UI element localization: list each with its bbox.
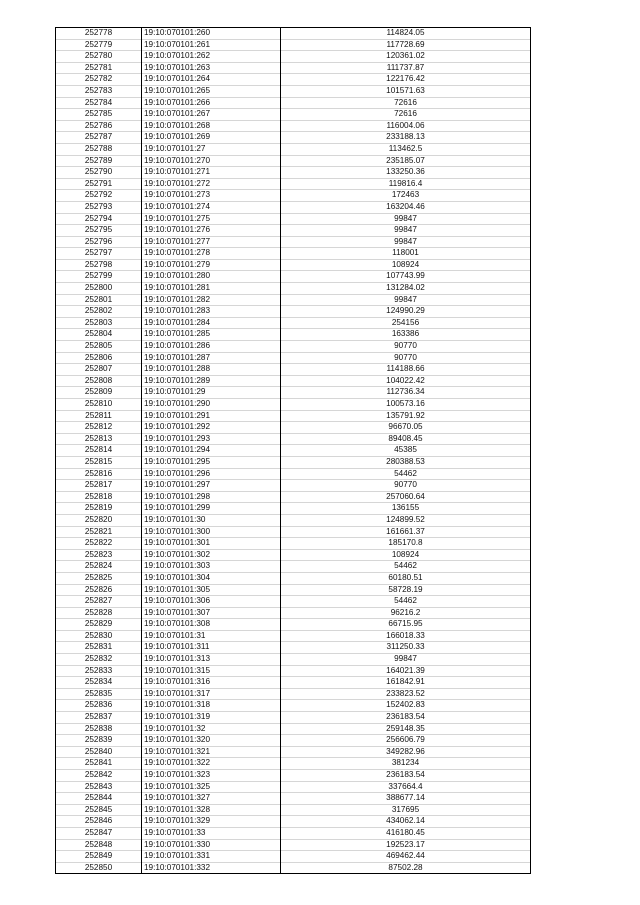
- cadastral-number-cell: 19:10:070101:272: [142, 178, 281, 190]
- table-row: [56, 514, 531, 526]
- value-cell: 172463: [281, 190, 531, 202]
- row-number-cell: 252784: [56, 97, 142, 109]
- cadastral-number-cell: 19:10:070101:320: [142, 735, 281, 747]
- value-cell: 114824.05: [281, 28, 531, 40]
- value-cell: 166018.33: [281, 630, 531, 642]
- cadastral-number-cell: 19:10:070101:269: [142, 132, 281, 144]
- table-row: [56, 816, 531, 828]
- table-row: [56, 596, 531, 608]
- value-cell: 135791.92: [281, 410, 531, 422]
- value-cell: 161842.91: [281, 677, 531, 689]
- table-row: [56, 654, 531, 666]
- table-row: [56, 758, 531, 770]
- cadastral-number-cell: 19:10:070101:289: [142, 375, 281, 387]
- row-number-cell: 252825: [56, 572, 142, 584]
- value-cell: 99847: [281, 236, 531, 248]
- row-number-cell: 252826: [56, 584, 142, 596]
- row-number-cell: 252828: [56, 607, 142, 619]
- row-number-cell: 252840: [56, 746, 142, 758]
- table-row: [56, 143, 531, 155]
- cadastral-number-cell: 19:10:070101:33: [142, 827, 281, 839]
- table-row: [56, 109, 531, 121]
- value-cell: 99847: [281, 294, 531, 306]
- table-row: [56, 607, 531, 619]
- row-number-cell: 252797: [56, 248, 142, 260]
- row-number-cell: 252845: [56, 804, 142, 816]
- value-cell: 185170.8: [281, 538, 531, 550]
- row-number-cell: 252833: [56, 665, 142, 677]
- value-cell: 112736.34: [281, 387, 531, 399]
- table-row: [56, 364, 531, 376]
- table-row: [56, 735, 531, 747]
- table-row: [56, 51, 531, 63]
- table-row: [56, 259, 531, 271]
- cadastral-number-cell: 19:10:070101:332: [142, 862, 281, 874]
- row-number-cell: 252789: [56, 155, 142, 167]
- cadastral-number-cell: 19:10:070101:279: [142, 259, 281, 271]
- row-number-cell: 252844: [56, 793, 142, 805]
- cadastral-number-cell: 19:10:070101:284: [142, 317, 281, 329]
- cadastral-number-cell: 19:10:070101:293: [142, 433, 281, 445]
- row-number-cell: 252798: [56, 259, 142, 271]
- row-number-cell: 252848: [56, 839, 142, 851]
- row-number-cell: 252802: [56, 306, 142, 318]
- row-number-cell: 252829: [56, 619, 142, 631]
- value-cell: 99847: [281, 213, 531, 225]
- table-row: [56, 572, 531, 584]
- table-row: [56, 793, 531, 805]
- value-cell: 337664.4: [281, 781, 531, 793]
- row-number-cell: 252782: [56, 74, 142, 86]
- table-row: [56, 804, 531, 816]
- cadastral-number-cell: 19:10:070101:282: [142, 294, 281, 306]
- row-number-cell: 252786: [56, 120, 142, 132]
- row-number-cell: 252820: [56, 514, 142, 526]
- table-row: [56, 827, 531, 839]
- row-number-cell: 252801: [56, 294, 142, 306]
- value-cell: 133250.36: [281, 167, 531, 179]
- row-number-cell: 252847: [56, 827, 142, 839]
- table-row: [56, 468, 531, 480]
- value-cell: 66715.95: [281, 619, 531, 631]
- cadastral-number-cell: 19:10:070101:275: [142, 213, 281, 225]
- cadastral-number-cell: 19:10:070101:313: [142, 654, 281, 666]
- value-cell: 60180.51: [281, 572, 531, 584]
- table-row: [56, 341, 531, 353]
- row-number-cell: 252823: [56, 549, 142, 561]
- row-number-cell: 252815: [56, 456, 142, 468]
- value-cell: 236183.54: [281, 770, 531, 782]
- value-cell: 101571.63: [281, 85, 531, 97]
- table-row: [56, 700, 531, 712]
- table-row: [56, 352, 531, 364]
- cadastral-number-cell: 19:10:070101:298: [142, 491, 281, 503]
- cadastral-number-cell: 19:10:070101:307: [142, 607, 281, 619]
- cadastral-number-cell: 19:10:070101:322: [142, 758, 281, 770]
- row-number-cell: 252819: [56, 503, 142, 515]
- row-number-cell: 252780: [56, 51, 142, 63]
- table-row: [56, 317, 531, 329]
- table-row: [56, 584, 531, 596]
- cadastral-number-cell: 19:10:070101:283: [142, 306, 281, 318]
- cadastral-number-cell: 19:10:070101:29: [142, 387, 281, 399]
- cadastral-number-cell: 19:10:070101:323: [142, 770, 281, 782]
- table-row: [56, 283, 531, 295]
- table-row: [56, 39, 531, 51]
- value-cell: 163204.46: [281, 201, 531, 213]
- row-number-cell: 252796: [56, 236, 142, 248]
- row-number-cell: 252835: [56, 688, 142, 700]
- table-row: [56, 294, 531, 306]
- table-row: [56, 178, 531, 190]
- row-number-cell: 252822: [56, 538, 142, 550]
- cadastral-number-cell: 19:10:070101:304: [142, 572, 281, 584]
- cadastral-number-cell: 19:10:070101:301: [142, 538, 281, 550]
- row-number-cell: 252793: [56, 201, 142, 213]
- cadastral-number-cell: 19:10:070101:325: [142, 781, 281, 793]
- cadastral-number-cell: 19:10:070101:271: [142, 167, 281, 179]
- row-number-cell: 252787: [56, 132, 142, 144]
- value-cell: 235185.07: [281, 155, 531, 167]
- table-row: [56, 445, 531, 457]
- cadastral-number-cell: 19:10:070101:311: [142, 642, 281, 654]
- cadastral-number-cell: 19:10:070101:274: [142, 201, 281, 213]
- cadastral-number-cell: 19:10:070101:31: [142, 630, 281, 642]
- table-row: [56, 781, 531, 793]
- cadastral-number-cell: 19:10:070101:319: [142, 712, 281, 724]
- table-row: [56, 538, 531, 550]
- row-number-cell: 252837: [56, 712, 142, 724]
- value-cell: 54462: [281, 596, 531, 608]
- value-cell: 120361.02: [281, 51, 531, 63]
- value-cell: 124990.29: [281, 306, 531, 318]
- table-row: [56, 410, 531, 422]
- cadastral-number-cell: 19:10:070101:297: [142, 480, 281, 492]
- value-cell: 90770: [281, 480, 531, 492]
- table-row: [56, 236, 531, 248]
- cadastral-number-cell: 19:10:070101:302: [142, 549, 281, 561]
- table-row: [56, 480, 531, 492]
- table-row: [56, 399, 531, 411]
- table-row: [56, 155, 531, 167]
- cadastral-number-cell: 19:10:070101:308: [142, 619, 281, 631]
- value-cell: 107743.99: [281, 271, 531, 283]
- cadastral-number-cell: 19:10:070101:262: [142, 51, 281, 63]
- cadastral-number-cell: 19:10:070101:287: [142, 352, 281, 364]
- value-cell: 233823.52: [281, 688, 531, 700]
- row-number-cell: 252806: [56, 352, 142, 364]
- table-row: [56, 28, 531, 40]
- table-row: [56, 561, 531, 573]
- row-number-cell: 252778: [56, 28, 142, 40]
- cadastral-number-cell: 19:10:070101:291: [142, 410, 281, 422]
- cadastral-number-cell: 19:10:070101:266: [142, 97, 281, 109]
- table-row: [56, 630, 531, 642]
- value-cell: 164021.39: [281, 665, 531, 677]
- value-cell: 233188.13: [281, 132, 531, 144]
- value-cell: 96670.05: [281, 422, 531, 434]
- table-row: [56, 62, 531, 74]
- cadastral-number-cell: 19:10:070101:327: [142, 793, 281, 805]
- row-number-cell: 252827: [56, 596, 142, 608]
- cadastral-number-cell: 19:10:070101:306: [142, 596, 281, 608]
- table-row: [56, 770, 531, 782]
- table-row: [56, 271, 531, 283]
- value-cell: 280388.53: [281, 456, 531, 468]
- table-row: [56, 167, 531, 179]
- value-cell: 119816.4: [281, 178, 531, 190]
- row-number-cell: 252843: [56, 781, 142, 793]
- row-number-cell: 252821: [56, 526, 142, 538]
- value-cell: 108924: [281, 549, 531, 561]
- table-row: [56, 619, 531, 631]
- row-number-cell: 252816: [56, 468, 142, 480]
- table-row: [56, 201, 531, 213]
- table-row: [56, 677, 531, 689]
- cadastral-number-cell: 19:10:070101:280: [142, 271, 281, 283]
- row-number-cell: 252808: [56, 375, 142, 387]
- value-cell: 116004.06: [281, 120, 531, 132]
- value-cell: 96216.2: [281, 607, 531, 619]
- value-cell: 381234: [281, 758, 531, 770]
- value-cell: 45385: [281, 445, 531, 457]
- table-row: [56, 85, 531, 97]
- row-number-cell: 252792: [56, 190, 142, 202]
- row-number-cell: 252850: [56, 862, 142, 874]
- row-number-cell: 252846: [56, 816, 142, 828]
- cadastral-number-cell: 19:10:070101:290: [142, 399, 281, 411]
- table-row: [56, 862, 531, 874]
- table-row: [56, 120, 531, 132]
- table-row: [56, 422, 531, 434]
- row-number-cell: 252795: [56, 225, 142, 237]
- value-cell: 317695: [281, 804, 531, 816]
- cadastral-number-cell: 19:10:070101:316: [142, 677, 281, 689]
- table-row: [56, 306, 531, 318]
- table-row: [56, 225, 531, 237]
- table-row: [56, 839, 531, 851]
- row-number-cell: 252811: [56, 410, 142, 422]
- table-row: [56, 503, 531, 515]
- row-number-cell: 252800: [56, 283, 142, 295]
- cadastral-number-cell: 19:10:070101:273: [142, 190, 281, 202]
- value-cell: 100573.16: [281, 399, 531, 411]
- row-number-cell: 252788: [56, 143, 142, 155]
- value-cell: 122176.42: [281, 74, 531, 86]
- table-row: [56, 723, 531, 735]
- table-row: [56, 526, 531, 538]
- value-cell: 104022.42: [281, 375, 531, 387]
- value-cell: 54462: [281, 468, 531, 480]
- value-cell: 111737.87: [281, 62, 531, 74]
- table-row: [56, 190, 531, 202]
- cadastral-number-cell: 19:10:070101:261: [142, 39, 281, 51]
- value-cell: 72616: [281, 109, 531, 121]
- cadastral-value-table: [55, 27, 531, 874]
- cadastral-number-cell: 19:10:070101:278: [142, 248, 281, 260]
- cadastral-number-cell: 19:10:070101:292: [142, 422, 281, 434]
- cadastral-number-cell: 19:10:070101:317: [142, 688, 281, 700]
- value-cell: 469462.44: [281, 851, 531, 863]
- row-number-cell: 252841: [56, 758, 142, 770]
- row-number-cell: 252805: [56, 341, 142, 353]
- value-cell: 131284.02: [281, 283, 531, 295]
- cadastral-number-cell: 19:10:070101:295: [142, 456, 281, 468]
- row-number-cell: 252790: [56, 167, 142, 179]
- table-row: [56, 688, 531, 700]
- cadastral-number-cell: 19:10:070101:281: [142, 283, 281, 295]
- value-cell: 99847: [281, 225, 531, 237]
- cadastral-number-cell: 19:10:070101:263: [142, 62, 281, 74]
- table-row: [56, 387, 531, 399]
- cadastral-number-cell: 19:10:070101:299: [142, 503, 281, 515]
- cadastral-number-cell: 19:10:070101:331: [142, 851, 281, 863]
- row-number-cell: 252831: [56, 642, 142, 654]
- cadastral-number-cell: 19:10:070101:285: [142, 329, 281, 341]
- cadastral-number-cell: 19:10:070101:296: [142, 468, 281, 480]
- cadastral-number-cell: 19:10:070101:264: [142, 74, 281, 86]
- value-cell: 163386: [281, 329, 531, 341]
- value-cell: 99847: [281, 654, 531, 666]
- value-cell: 90770: [281, 341, 531, 353]
- value-cell: 117728.69: [281, 39, 531, 51]
- row-number-cell: 252838: [56, 723, 142, 735]
- row-number-cell: 252799: [56, 271, 142, 283]
- row-number-cell: 252783: [56, 85, 142, 97]
- cadastral-number-cell: 19:10:070101:277: [142, 236, 281, 248]
- row-number-cell: 252824: [56, 561, 142, 573]
- row-number-cell: 252842: [56, 770, 142, 782]
- row-number-cell: 252781: [56, 62, 142, 74]
- table-row: [56, 642, 531, 654]
- row-number-cell: 252830: [56, 630, 142, 642]
- row-number-cell: 252791: [56, 178, 142, 190]
- table-row: [56, 491, 531, 503]
- row-number-cell: 252779: [56, 39, 142, 51]
- cadastral-number-cell: 19:10:070101:260: [142, 28, 281, 40]
- row-number-cell: 252810: [56, 399, 142, 411]
- cadastral-number-cell: 19:10:070101:268: [142, 120, 281, 132]
- row-number-cell: 252812: [56, 422, 142, 434]
- value-cell: 124899.52: [281, 514, 531, 526]
- value-cell: 90770: [281, 352, 531, 364]
- table-row: [56, 213, 531, 225]
- row-number-cell: 252818: [56, 491, 142, 503]
- value-cell: 108924: [281, 259, 531, 271]
- value-cell: 72616: [281, 97, 531, 109]
- cadastral-number-cell: 19:10:070101:32: [142, 723, 281, 735]
- cadastral-number-cell: 19:10:070101:265: [142, 85, 281, 97]
- row-number-cell: 252794: [56, 213, 142, 225]
- table-row: [56, 97, 531, 109]
- value-cell: 311250.33: [281, 642, 531, 654]
- cadastral-number-cell: 19:10:070101:30: [142, 514, 281, 526]
- value-cell: 349282.96: [281, 746, 531, 758]
- cadastral-number-cell: 19:10:070101:328: [142, 804, 281, 816]
- cadastral-number-cell: 19:10:070101:321: [142, 746, 281, 758]
- cadastral-number-cell: 19:10:070101:318: [142, 700, 281, 712]
- row-number-cell: 252839: [56, 735, 142, 747]
- table-body: [56, 28, 531, 874]
- row-number-cell: 252849: [56, 851, 142, 863]
- value-cell: 152402.83: [281, 700, 531, 712]
- cadastral-number-cell: 19:10:070101:300: [142, 526, 281, 538]
- value-cell: 136155: [281, 503, 531, 515]
- table-row: [56, 851, 531, 863]
- value-cell: 257060.64: [281, 491, 531, 503]
- value-cell: 192523.17: [281, 839, 531, 851]
- value-cell: 236183.54: [281, 712, 531, 724]
- table-row: [56, 665, 531, 677]
- row-number-cell: 252809: [56, 387, 142, 399]
- cadastral-number-cell: 19:10:070101:303: [142, 561, 281, 573]
- value-cell: 87502.28: [281, 862, 531, 874]
- row-number-cell: 252804: [56, 329, 142, 341]
- value-cell: 259148.35: [281, 723, 531, 735]
- value-cell: 58728.19: [281, 584, 531, 596]
- value-cell: 388677.14: [281, 793, 531, 805]
- value-cell: 89408.45: [281, 433, 531, 445]
- cadastral-number-cell: 19:10:070101:288: [142, 364, 281, 376]
- table-row: [56, 549, 531, 561]
- cadastral-number-cell: 19:10:070101:294: [142, 445, 281, 457]
- cadastral-number-cell: 19:10:070101:27: [142, 143, 281, 155]
- row-number-cell: 252832: [56, 654, 142, 666]
- cadastral-number-cell: 19:10:070101:330: [142, 839, 281, 851]
- table-row: [56, 329, 531, 341]
- row-number-cell: 252813: [56, 433, 142, 445]
- row-number-cell: 252834: [56, 677, 142, 689]
- table-row: [56, 433, 531, 445]
- value-cell: 161661.37: [281, 526, 531, 538]
- table-row: [56, 746, 531, 758]
- row-number-cell: 252807: [56, 364, 142, 376]
- table-row: [56, 456, 531, 468]
- row-number-cell: 252814: [56, 445, 142, 457]
- value-cell: 256606.79: [281, 735, 531, 747]
- row-number-cell: 252836: [56, 700, 142, 712]
- value-cell: 54462: [281, 561, 531, 573]
- value-cell: 416180.45: [281, 827, 531, 839]
- row-number-cell: 252803: [56, 317, 142, 329]
- table-row: [56, 74, 531, 86]
- cadastral-number-cell: 19:10:070101:315: [142, 665, 281, 677]
- value-cell: 254156: [281, 317, 531, 329]
- cadastral-number-cell: 19:10:070101:329: [142, 816, 281, 828]
- value-cell: 434062.14: [281, 816, 531, 828]
- row-number-cell: 252817: [56, 480, 142, 492]
- value-cell: 114188.66: [281, 364, 531, 376]
- cadastral-number-cell: 19:10:070101:286: [142, 341, 281, 353]
- cadastral-number-cell: 19:10:070101:305: [142, 584, 281, 596]
- cadastral-number-cell: 19:10:070101:276: [142, 225, 281, 237]
- value-cell: 113462.5: [281, 143, 531, 155]
- table-row: [56, 375, 531, 387]
- value-cell: 118001: [281, 248, 531, 260]
- cadastral-number-cell: 19:10:070101:267: [142, 109, 281, 121]
- table-row: [56, 132, 531, 144]
- table-row: [56, 712, 531, 724]
- cadastral-number-cell: 19:10:070101:270: [142, 155, 281, 167]
- table-row: [56, 248, 531, 260]
- row-number-cell: 252785: [56, 109, 142, 121]
